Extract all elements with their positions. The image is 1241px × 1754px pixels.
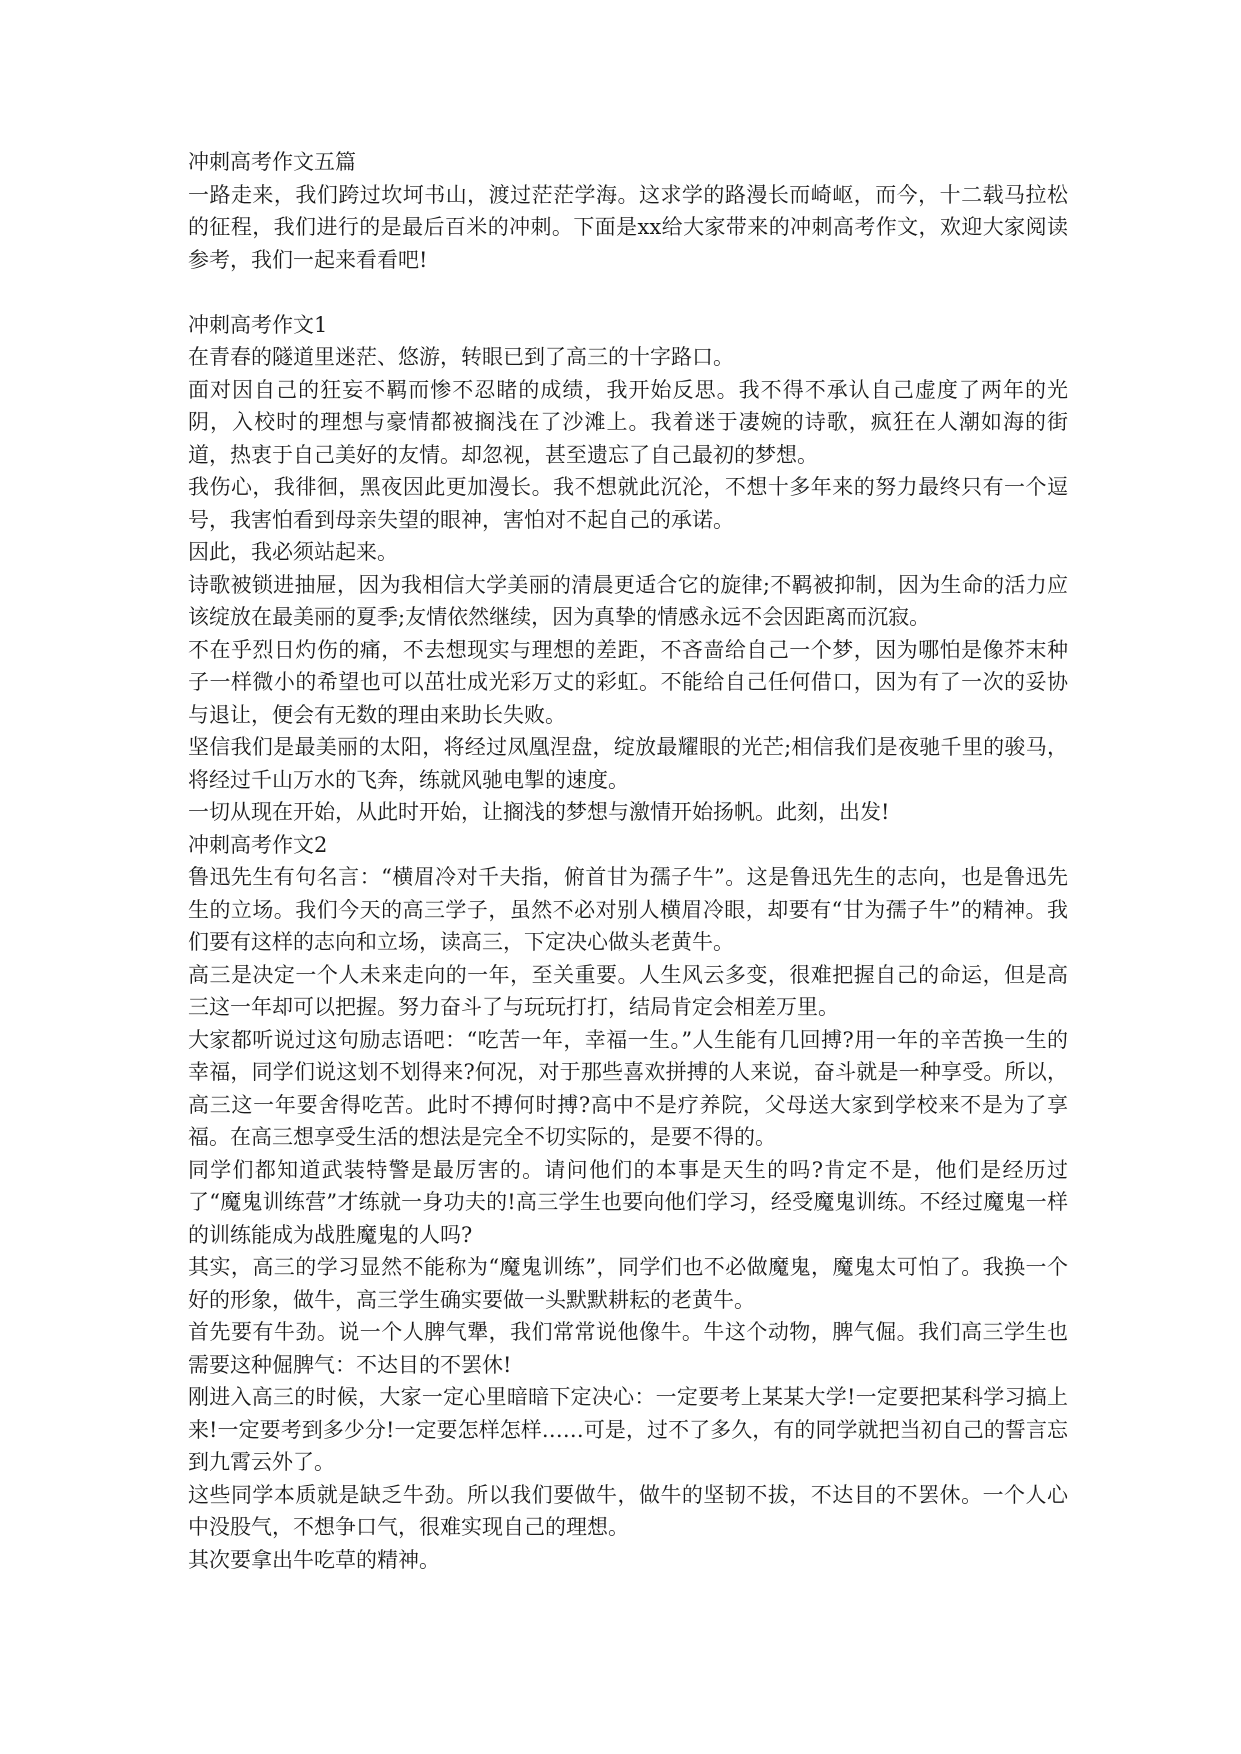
essay1-paragraph: 面对因自己的狂妄不羁而惨不忍睹的成绩，我开始反思。我不得不承认自己虚度了两年的光阴，入校时的理想与豪情都被搁浅在了沙滩上。我着迷于凄婉的诗歌，疯狂在人潮如海的街道，热衷于自己美好的友情。却忽视，甚至遗忘了自己最初的梦想。 (188, 377, 1068, 467)
essay2-paragraph: 大家都听说过这句励志语吧：“吃苦一年，幸福一生。”人生能有几回搏?用一年的辛苦换一生的幸福，同学们说这划不划得来?何况，对于那些喜欢拼搏的人来说，奋斗就是一种享受。所以，高三这一年要舍得吃苦。此时不搏何时搏?高中不是疗养院，父母送大家到学校来不是为了享福。在高三想享受生活的想法是完全不切实际的，是要不得的。 (188, 1027, 1068, 1149)
essay1-paragraph: 一切从现在开始，从此时开始，让搁浅的梦想与激情开始扬帆。此刻，出发! (188, 800, 890, 824)
essay1-paragraph: 在青春的隧道里迷茫、悠游，转眼已到了高三的十字路口。 (188, 345, 734, 369)
essay2-paragraph: 首先要有牛劲。说一个人脾气犟，我们常常说他像牛。牛这个动物，脾气倔。我们高三学生也需要这种倔脾气：不达目的不罢休! (188, 1320, 1068, 1377)
essay2-paragraph: 鲁迅先生有句名言：“横眉冷对千夫指，俯首甘为孺子牛”。这是鲁迅先生的志向，也是鲁迅先生的立场。我们今天的高三学子，虽然不必对别人横眉冷眼，却要有“甘为孺子牛”的精神。我们要有这样的志向和立场，读高三，下定决心做头老黄牛。 (188, 865, 1068, 954)
essay2-paragraph: 刚进入高三的时候，大家一定心里暗暗下定决心：一定要考上某某大学!一定要把某科学习搞上来!一定要考到多少分!一定要怎样怎样……可是，过不了多久，有的同学就把当初自己的誓言忘到九霄云外了。 (188, 1385, 1068, 1474)
essay2-paragraph: 高三是决定一个人未来走向的一年，至关重要。人生风云多变，很难把握自己的命运，但是高三这一年却可以把握。努力奋斗了与玩玩打打，结局肯定会相差万里。 (188, 962, 1068, 1019)
document-page (188, 146, 1068, 1576)
essay1-paragraph: 坚信我们是最美丽的太阳，将经过凤凰涅盘，绽放最耀眼的光芒;相信我们是夜驰千里的骏马，将经过千山万水的飞奔，练就风驰电掣的速度。 (188, 735, 1068, 792)
document-title: 冲刺高考作文五篇 (188, 150, 356, 174)
essay2-paragraph: 同学们都知道武装特警是最厉害的。请问他们的本事是天生的吗?肯定不是，他们是经历过了“魔鬼训练营”才练就一身功夫的!高三学生也要向他们学习，经受魔鬼训练。不经过魔鬼一样的训练能成为战胜魔鬼的人吗? (188, 1157, 1068, 1247)
essay2-paragraph: 其实，高三的学习显然不能称为“魔鬼训练”，同学们也不必做魔鬼，魔鬼太可怕了。我换一个好的形象，做牛，高三学生确实要做一头默默耕耘的老黄牛。 (188, 1255, 1068, 1312)
essay1-paragraph: 诗歌被锁进抽屉，因为我相信大学美丽的清晨更适合它的旋律;不羁被抑制，因为生命的活力应该绽放在最美丽的夏季;友情依然继续，因为真挚的情感永远不会因距离而沉寂。 (188, 572, 1068, 629)
essay1-paragraph: 因此，我必须站起来。 (188, 540, 398, 564)
essay2-heading: 冲刺高考作文2 (188, 832, 328, 857)
essay2-paragraph: 其次要拿出牛吃草的精神。 (188, 1547, 440, 1572)
intro-paragraph: 一路走来，我们跨过坎坷书山，渡过茫茫学海。这求学的路漫长而崎岖，而今，十二载马拉松的征程，我们进行的是最后百米的冲刺。下面是xx给大家带来的冲刺高考作文，欢迎大家阅读参考，我们一起来看看吧! (188, 182, 1068, 272)
essay1-heading: 冲刺高考作文1 (188, 312, 328, 337)
essay1-paragraph: 我伤心，我徘徊，黑夜因此更加漫长。我不想就此沉沦，不想十多年来的努力最终只有一个逗号，我害怕看到母亲失望的眼神，害怕对不起自己的承诺。 (188, 475, 1068, 532)
essay2-paragraph: 这些同学本质就是缺乏牛劲。所以我们要做牛，做牛的坚韧不拔，不达目的不罢休。一个人心中没股气，不想争口气，很难实现自己的理想。 (188, 1482, 1068, 1539)
blank-line (188, 276, 1068, 309)
essay1-paragraph: 不在乎烈日灼伤的痛，不去想现实与理想的差距，不吝啬给自己一个梦，因为哪怕是像芥末种子一样微小的希望也可以茁壮成光彩万丈的彩虹。不能给自己任何借口，因为有了一次的妥协与退让，便会有无数的理由来助长失败。 (188, 637, 1068, 727)
